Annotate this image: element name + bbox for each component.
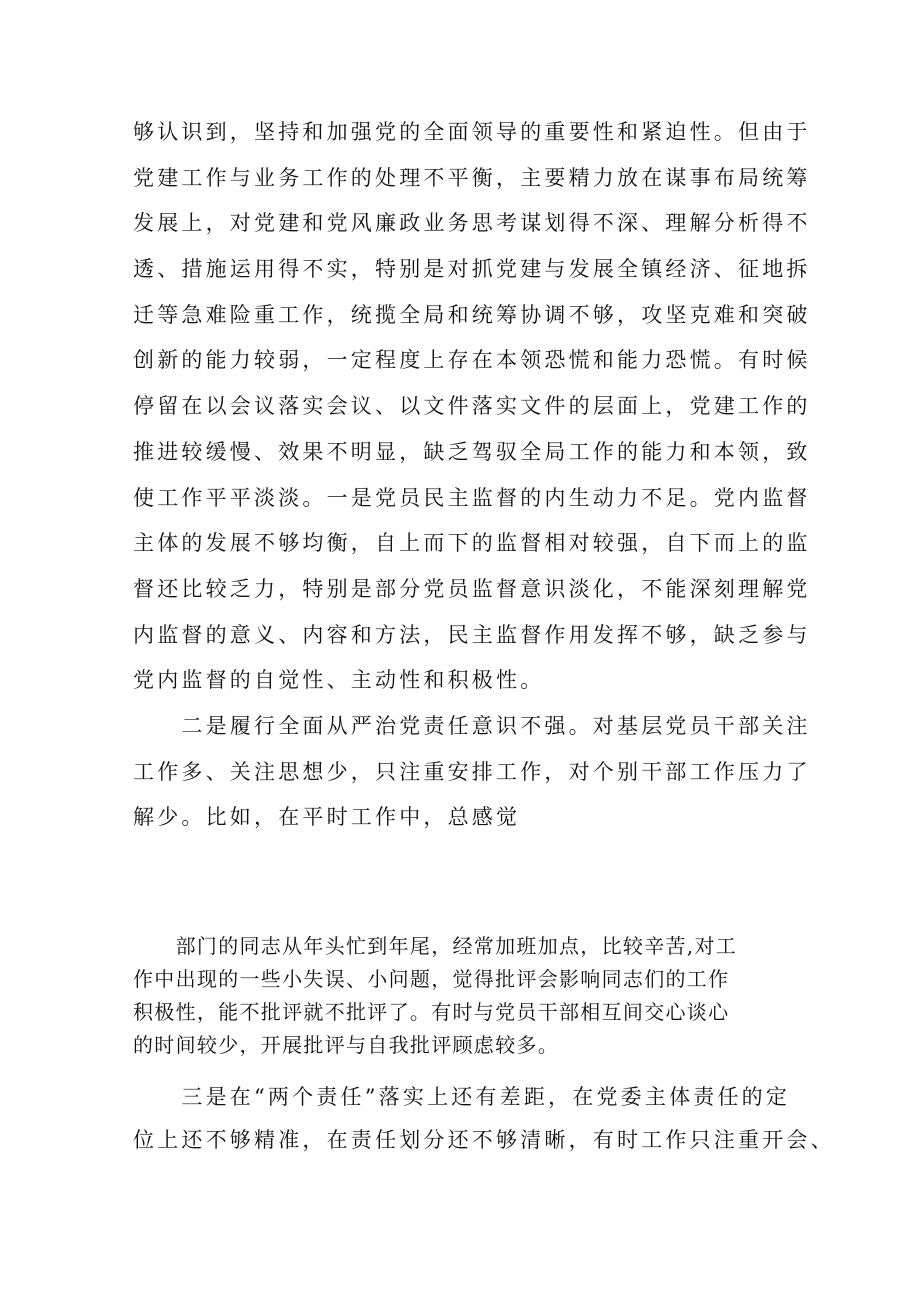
text-line: 的时间较少，开展批评与自我批评顾虑较多。	[133, 1033, 559, 1057]
text-block-upper	[133, 110, 811, 841]
text-line: 解少。比如，在平时工作中，总感觉	[133, 805, 521, 830]
text-line: 主体的发展不够均衡，自上而下的监督相对较强，自下而上的监	[133, 531, 811, 556]
text-line: 迁等急难险重工作，统揽全局和统筹协调不够，攻坚克难和突破	[133, 302, 811, 327]
text-line: 作中出现的一些小失误、小问题，觉得批评会影响同志们的工作	[133, 967, 730, 991]
text-block-lower	[133, 930, 835, 1162]
paragraph-1	[133, 110, 811, 704]
text-line: 督还比较乏力，特别是部分党员监督意识淡化，不能深刻理解党	[133, 576, 811, 601]
text-line: 创新的能力较弱，一定程度上存在本领恐慌和能力恐慌。有时候	[133, 348, 811, 373]
text-line: 内监督的意义、内容和方法，民主监督作用发挥不够，缺乏参与	[133, 622, 811, 647]
text-line: 积极性，能不批评就不批评了。有时与党员干部相互间交心谈心	[133, 1000, 730, 1024]
text-line: 工作多、关注思想少，只注重安排工作，对个别干部工作压力了	[133, 759, 811, 784]
text-line: 党内监督的自觉性、主动性和积极性。	[133, 668, 545, 693]
text-line: 位上还不够精准，在责任划分还不够清晰，有时工作只注重开会、	[133, 1128, 835, 1152]
text-line: 部门的同志从年头忙到年尾，经常加班加点，比较辛苦,对工	[133, 934, 738, 958]
text-line: 发展上，对党建和党风廉政业务思考谋划得不深、理解分析得不	[133, 211, 811, 236]
paragraph-2	[133, 704, 811, 841]
text-line: 使工作平平淡淡。一是党员民主监督的内生动力不足。党内监督	[133, 485, 811, 510]
text-line: 够认识到，坚持和加强党的全面领导的重要性和紧迫性。但由于	[133, 120, 811, 144]
paragraph-gap	[133, 1062, 793, 1076]
paragraph-3	[133, 930, 793, 1062]
text-line: 二是履行全面从严治党责任意识不强。对基层党员干部关注	[133, 713, 811, 738]
text-line: 党建工作与业务工作的处理不平衡，主要精力放在谋事布局统筹	[133, 165, 811, 190]
text-line: 透、措施运用得不实，特别是对抓党建与发展全镇经济、征地拆	[133, 257, 811, 282]
text-line: 推进较缓慢、效果不明显，缺乏驾驭全局工作的能力和本领，致	[133, 439, 811, 464]
text-line: 停留在以会议落实会议、以文件落实文件的层面上，党建工作的	[133, 394, 811, 419]
text-line: 三是在“两个责任”落实上还有差距，在党委主体责任的定	[133, 1085, 791, 1109]
paragraph-4	[133, 1076, 835, 1162]
